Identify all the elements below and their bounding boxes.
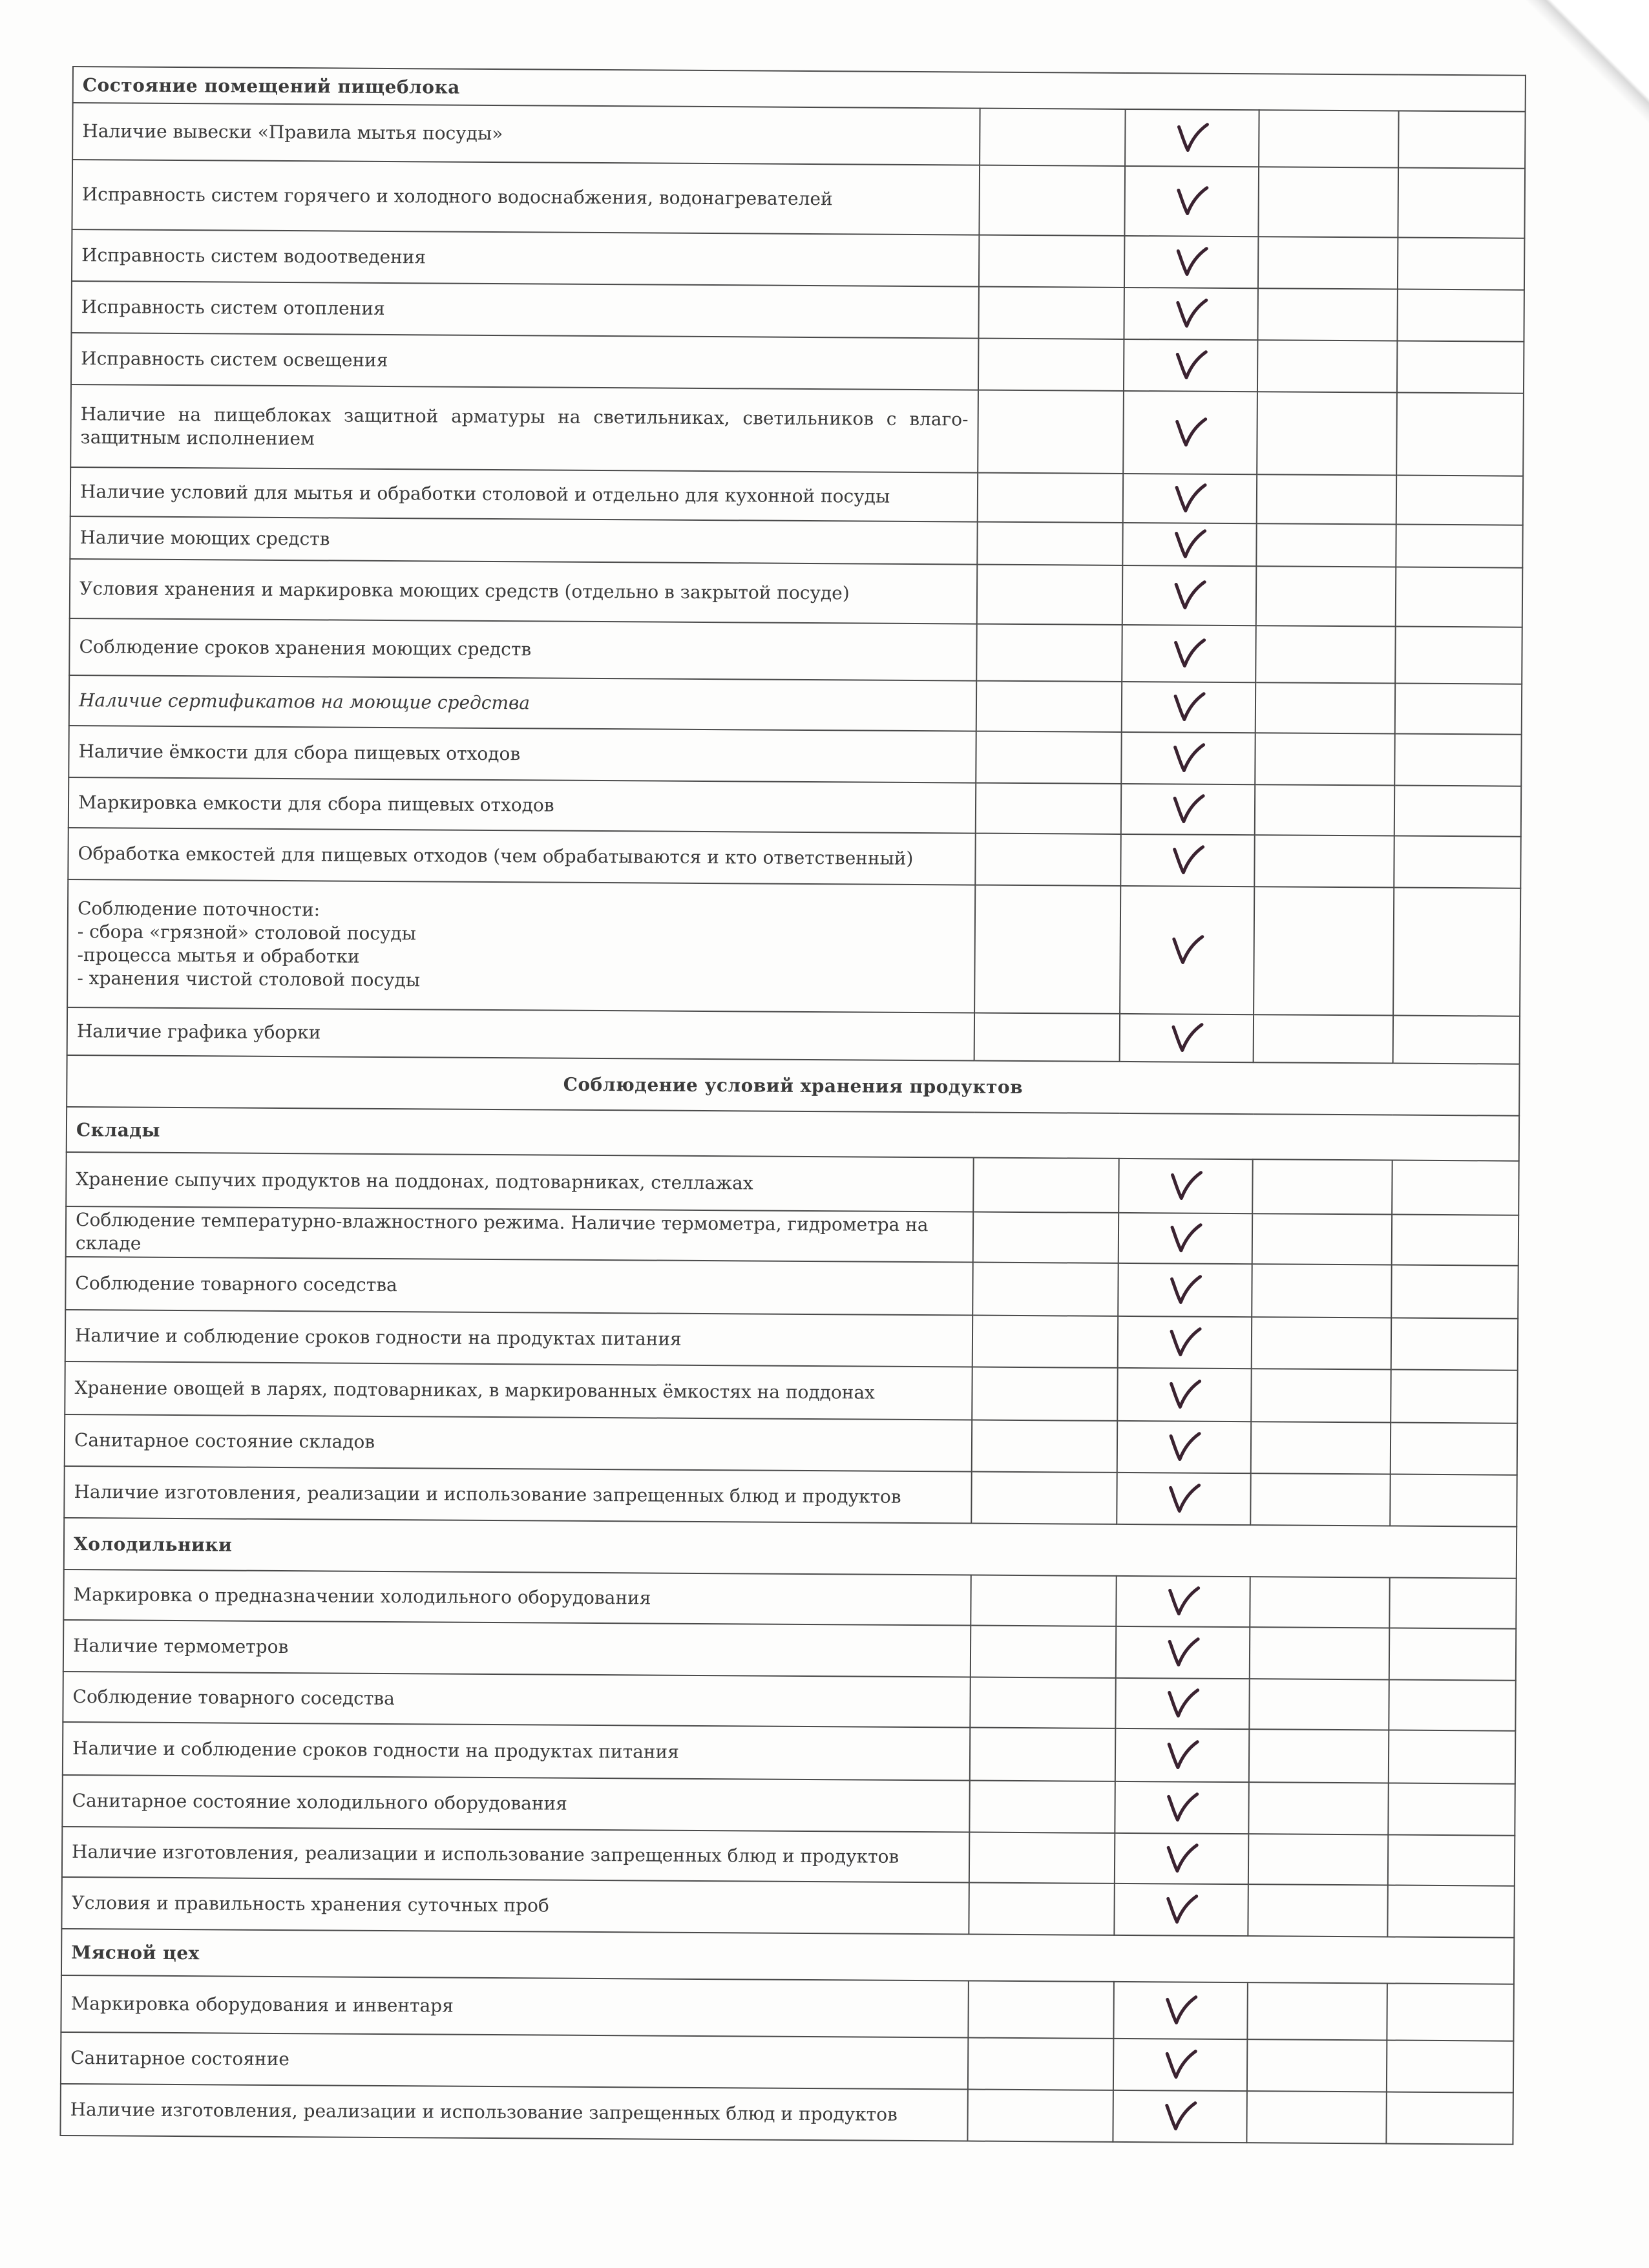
empty-cell: [1252, 1317, 1391, 1369]
handwritten-checkmark-icon: [1173, 348, 1208, 383]
check-cell: [1118, 1263, 1252, 1317]
empty-cell: [1391, 1265, 1518, 1319]
handwritten-checkmark-icon: [1167, 1429, 1202, 1464]
handwritten-checkmark-icon: [1163, 1993, 1198, 2028]
empty-cell: [1252, 1159, 1392, 1214]
checklist-row: [63, 1672, 1515, 1731]
criterion-label: Условия и правильность хранения суточных проб: [61, 1877, 969, 1935]
handwritten-checkmark-icon: [1162, 2099, 1197, 2134]
criterion-label: Хранение сыпучих продуктов на поддонах, подтоварниках, стеллажах: [66, 1152, 973, 1212]
empty-cell: [1247, 2039, 1387, 2092]
checklist-row: [65, 1414, 1517, 1475]
checklist-row: [65, 1257, 1518, 1319]
checklist-row: [60, 2084, 1513, 2145]
empty-cell: [1255, 784, 1394, 835]
empty-cell: [1389, 1628, 1517, 1680]
empty-cell: [1257, 392, 1396, 475]
handwritten-checkmark-icon: [1165, 1686, 1200, 1721]
empty-cell: [978, 473, 1124, 523]
empty-cell: [972, 1316, 1119, 1368]
criterion-label: Наличие и соблюдение сроков годности на продуктах питания: [65, 1310, 972, 1367]
empty-cell: [969, 1832, 1115, 1884]
empty-cell: [1389, 1577, 1517, 1628]
check-cell: [1124, 339, 1258, 392]
check-cell: [1124, 236, 1259, 288]
empty-cell: [972, 1367, 1118, 1421]
handwritten-checkmark-icon: [1174, 184, 1209, 218]
check-cell: [1123, 523, 1257, 566]
check-cell: [1116, 1576, 1250, 1627]
criterion-label: Наличие термометров: [63, 1620, 971, 1677]
criterion-label: Наличие моющих средств: [70, 516, 977, 565]
check-cell: [1115, 1884, 1249, 1936]
empty-cell: [967, 2090, 1113, 2142]
empty-cell: [1256, 566, 1396, 626]
checklist-row: [69, 675, 1522, 735]
criterion-label: Маркировка емкости для сбора пищевых отходов: [68, 777, 976, 834]
check-cell: [1122, 682, 1256, 733]
empty-cell: [973, 1158, 1119, 1213]
checklist-row: [70, 559, 1523, 627]
empty-cell: [1258, 236, 1398, 289]
criterion-label: Наличие изготовления, реализации и использование запрещенных блюд и продуктов: [62, 1827, 969, 1883]
heading-row: [67, 1055, 1519, 1116]
check-cell: [1123, 474, 1257, 523]
checklist-row: [62, 1827, 1515, 1886]
empty-cell: [1392, 1215, 1519, 1266]
empty-cell: [977, 565, 1123, 625]
checklist-row: [65, 1310, 1518, 1370]
criterion-label: Соблюдение поточности: - сбора «грязной» столовой посуды -процесса мытья и обработки - хранения чистой столовой посуды: [67, 879, 975, 1013]
empty-cell: [1396, 567, 1523, 627]
empty-cell: [1391, 1318, 1518, 1370]
criterion-label: Наличие вывески «Правила мытья посуды»: [72, 103, 980, 165]
check-cell: [1120, 886, 1254, 1014]
empty-cell: [1247, 2091, 1387, 2143]
checklist-row: [67, 1007, 1520, 1064]
empty-cell: [1396, 476, 1524, 525]
checklist-row: [69, 618, 1522, 684]
handwritten-checkmark-icon: [1170, 932, 1204, 967]
empty-cell: [1248, 1834, 1388, 1885]
empty-cell: [975, 834, 1121, 886]
check-cell: [1121, 732, 1255, 784]
criterion-label: Наличие и соблюдение сроков годности на продуктах питания: [63, 1722, 970, 1781]
criterion-label: Хранение овощей в ларях, подтоварниках, в маркированных ёмкостях на поддонах: [65, 1361, 972, 1420]
empty-cell: [1257, 340, 1397, 392]
criterion-label: Соблюдение товарного соседства: [65, 1257, 972, 1316]
checklist-row: [71, 333, 1524, 394]
empty-cell: [979, 165, 1125, 236]
check-cell: [1113, 2090, 1248, 2143]
handwritten-checkmark-icon: [1164, 1790, 1199, 1825]
handwritten-checkmark-icon: [1164, 1841, 1199, 1876]
criterion-label: Исправность систем отопления: [71, 281, 978, 339]
empty-cell: [1386, 2092, 1513, 2144]
check-cell: [1125, 166, 1259, 236]
handwritten-checkmark-icon: [1163, 2047, 1198, 2082]
empty-cell: [976, 783, 1122, 834]
check-cell: [1116, 1678, 1250, 1729]
handwritten-checkmark-icon: [1165, 1738, 1200, 1772]
handwritten-checkmark-icon: [1174, 244, 1209, 279]
folded-corner: [1520, 0, 1649, 129]
criterion-label: Наличие на пищеблоках защитной арматуры на светильниках, светильников с влаго-защитным исполнением: [70, 384, 978, 473]
empty-cell: [1252, 1264, 1392, 1318]
empty-cell: [970, 1728, 1116, 1781]
empty-cell: [969, 1883, 1115, 1935]
empty-cell: [1396, 393, 1524, 476]
handwritten-checkmark-icon: [1168, 1272, 1203, 1307]
inspection-checklist-table: [59, 66, 1526, 2145]
checklist-row: [63, 1570, 1516, 1629]
empty-cell: [1391, 1370, 1518, 1423]
check-cell: [1115, 1781, 1250, 1834]
criterion-label: Наличие условий для мытья и обработки столовой и отдельно для кухонной посуды: [70, 467, 978, 522]
empty-cell: [968, 2038, 1114, 2090]
handwritten-checkmark-icon: [1170, 843, 1205, 877]
handwritten-checkmark-icon: [1171, 636, 1206, 671]
check-cell: [1118, 1316, 1252, 1369]
empty-cell: [1258, 288, 1398, 341]
empty-cell: [1398, 168, 1525, 238]
empty-cell: [1398, 111, 1526, 169]
check-cell: [1114, 1982, 1248, 2039]
handwritten-checkmark-icon: [1164, 1892, 1199, 1927]
empty-cell: [1255, 733, 1395, 785]
check-cell: [1124, 288, 1259, 340]
subsection-heading: Склады: [67, 1107, 1519, 1161]
check-cell: [1122, 625, 1256, 682]
empty-cell: [1388, 1834, 1515, 1885]
check-cell: [1115, 1833, 1249, 1884]
empty-cell: [1387, 1983, 1514, 2041]
empty-cell: [1397, 341, 1524, 394]
handwritten-checkmark-icon: [1173, 415, 1208, 450]
empty-cell: [1391, 1423, 1518, 1475]
empty-cell: [976, 624, 1122, 682]
criterion-label: Исправность систем освещения: [71, 333, 978, 390]
heading-row: [61, 1929, 1514, 1984]
check-cell: [1121, 784, 1255, 835]
empty-cell: [1393, 1016, 1520, 1064]
handwritten-checkmark-icon: [1168, 1168, 1203, 1203]
checklist-row: [72, 229, 1524, 290]
empty-cell: [1250, 1577, 1390, 1628]
check-cell: [1117, 1368, 1252, 1422]
empty-cell: [1248, 1982, 1387, 2040]
check-cell: [1116, 1626, 1250, 1679]
check-cell: [1113, 2039, 1248, 2091]
check-cell: [1125, 109, 1259, 167]
checklist-row: [63, 1722, 1515, 1784]
checklist-row: [68, 828, 1520, 888]
table-header: Состояние помещений пищеблока: [73, 67, 1526, 112]
checklist-row: [61, 1877, 1514, 1938]
empty-cell: [1250, 1627, 1389, 1679]
criterion-label: Исправность систем водоотведения: [72, 229, 979, 287]
empty-cell: [1394, 786, 1522, 837]
check-cell: [1115, 1728, 1250, 1782]
empty-cell: [1398, 238, 1525, 290]
criterion-label: Обработка емкостей для пищевых отходов (чем обрабатываются и кто ответственный): [68, 828, 975, 885]
empty-cell: [1388, 1783, 1515, 1835]
criterion-label: Маркировка о предназначении холодильного оборудования: [63, 1570, 971, 1626]
heading-row: [64, 1518, 1517, 1579]
empty-cell: [968, 1981, 1114, 2039]
checklist-row: [64, 1466, 1517, 1527]
empty-cell: [974, 1013, 1120, 1062]
empty-cell: [969, 1781, 1115, 1833]
checklist-row: [65, 1361, 1517, 1423]
empty-cell: [978, 339, 1124, 391]
checklist-row: [62, 1775, 1515, 1836]
subsection-heading: Мясной цех: [61, 1929, 1514, 1984]
handwritten-checkmark-icon: [1171, 740, 1206, 775]
empty-cell: [1256, 625, 1396, 683]
empty-cell: [973, 1212, 1119, 1263]
handwritten-checkmark-icon: [1168, 1221, 1203, 1255]
empty-cell: [971, 1575, 1117, 1626]
handwritten-checkmark-icon: [1167, 1377, 1202, 1412]
criterion-label: Наличие ёмкости для сбора пищевых отходов: [68, 726, 976, 783]
checklist-row: [61, 1975, 1513, 2041]
check-cell: [1120, 834, 1255, 887]
empty-cell: [1248, 1884, 1388, 1937]
empty-cell: [1252, 1213, 1392, 1265]
empty-cell: [1257, 523, 1396, 567]
empty-cell: [1387, 2040, 1514, 2092]
checklist-row: [72, 160, 1525, 238]
checklist-row: [68, 726, 1521, 786]
empty-cell: [1251, 1422, 1391, 1474]
empty-cell: [1254, 887, 1394, 1015]
empty-cell: [974, 885, 1121, 1014]
empty-cell: [1255, 682, 1395, 733]
checklist-row: [71, 281, 1524, 342]
empty-cell: [1387, 1885, 1515, 1937]
check-cell: [1119, 1159, 1253, 1213]
subsection-heading: Холодильники: [64, 1518, 1517, 1579]
empty-cell: [972, 1263, 1119, 1316]
empty-cell: [971, 1626, 1117, 1678]
checklist-row: [66, 1206, 1518, 1266]
empty-cell: [977, 522, 1123, 565]
criterion-label: Наличие изготовления, реализации и использование запрещенных блюд и продуктов: [64, 1466, 971, 1524]
criterion-label: Санитарное состояние: [61, 2032, 968, 2090]
empty-cell: [1389, 1730, 1516, 1783]
handwritten-checkmark-icon: [1166, 1481, 1201, 1516]
check-cell: [1122, 565, 1257, 625]
criterion-label: Наличие сертификатов на моющие средства: [69, 675, 976, 731]
handwritten-checkmark-icon: [1172, 578, 1207, 613]
handwritten-checkmark-icon: [1171, 689, 1206, 724]
empty-cell: [1249, 1782, 1389, 1834]
checklist-row: [70, 467, 1523, 525]
check-cell: [1119, 1213, 1253, 1264]
handwritten-checkmark-icon: [1166, 1635, 1201, 1670]
empty-cell: [1252, 1369, 1391, 1422]
criterion-label: Соблюдение сроков хранения моющих средств: [69, 618, 976, 681]
checklist-row: [61, 2032, 1513, 2093]
empty-cell: [1390, 1475, 1517, 1527]
check-cell: [1117, 1421, 1252, 1473]
checklist-row: [67, 879, 1520, 1016]
empty-cell: [976, 681, 1122, 732]
check-cell: [1117, 1473, 1251, 1525]
empty-cell: [976, 731, 1122, 784]
handwritten-checkmark-icon: [1169, 1020, 1204, 1055]
empty-cell: [978, 287, 1124, 339]
empty-cell: [971, 1472, 1117, 1524]
checklist-body: [60, 67, 1526, 2145]
empty-cell: [1257, 474, 1396, 524]
empty-cell: [1255, 835, 1394, 887]
criterion-label: Санитарное состояние складов: [65, 1414, 972, 1472]
criterion-label: Маркировка оборудования и инвентаря: [61, 1975, 968, 2038]
criterion-label: Санитарное состояние холодильного оборудования: [62, 1775, 969, 1832]
empty-cell: [980, 109, 1126, 166]
empty-cell: [1254, 1014, 1393, 1063]
empty-cell: [1394, 836, 1521, 888]
handwritten-checkmark-icon: [1173, 296, 1208, 331]
criterion-label: Соблюдение температурно-влажностного режима. Наличие термометра, гидрометра на складе: [66, 1206, 973, 1263]
check-cell: [1120, 1014, 1254, 1062]
empty-cell: [978, 390, 1124, 474]
criterion-label: Наличие изготовления, реализации и использование запрещенных блюд и продуктов: [60, 2084, 967, 2141]
empty-cell: [1393, 888, 1520, 1016]
criterion-label: Условия хранения и маркировка моющих средств (отдельно в закрытой посуде): [70, 559, 977, 624]
handwritten-checkmark-icon: [1171, 792, 1206, 826]
checklist-row: [68, 777, 1521, 837]
empty-cell: [972, 1420, 1118, 1473]
empty-cell: [1395, 684, 1522, 735]
checklist-row: [72, 103, 1525, 169]
checklist-row: [63, 1620, 1516, 1681]
empty-cell: [1395, 627, 1522, 684]
handwritten-checkmark-icon: [1175, 120, 1210, 155]
check-cell: [1123, 391, 1257, 474]
empty-cell: [1396, 525, 1523, 568]
empty-cell: [1249, 1729, 1389, 1783]
empty-cell: [1250, 1679, 1389, 1730]
empty-cell: [1251, 1473, 1391, 1526]
criterion-label: Соблюдение товарного соседства: [63, 1672, 970, 1728]
handwritten-checkmark-icon: [1168, 1325, 1203, 1360]
empty-cell: [1389, 1679, 1516, 1730]
checklist-row: [66, 1152, 1518, 1215]
handwritten-checkmark-icon: [1173, 481, 1208, 516]
criterion-label: Исправность систем горячего и холодного водоснабжения, водонагревателей: [72, 160, 979, 235]
criterion-label: Наличие графика уборки: [67, 1007, 974, 1061]
checklist-row: [70, 384, 1524, 476]
empty-cell: [970, 1677, 1116, 1728]
empty-cell: [1394, 734, 1522, 786]
handwritten-checkmark-icon: [1172, 527, 1207, 562]
empty-cell: [1392, 1160, 1519, 1215]
empty-cell: [979, 235, 1125, 288]
handwritten-checkmark-icon: [1166, 1584, 1201, 1619]
section-title: Соблюдение условий хранения продуктов: [67, 1055, 1519, 1116]
empty-cell: [1397, 289, 1524, 342]
empty-cell: [1259, 110, 1398, 167]
empty-cell: [1259, 167, 1398, 237]
